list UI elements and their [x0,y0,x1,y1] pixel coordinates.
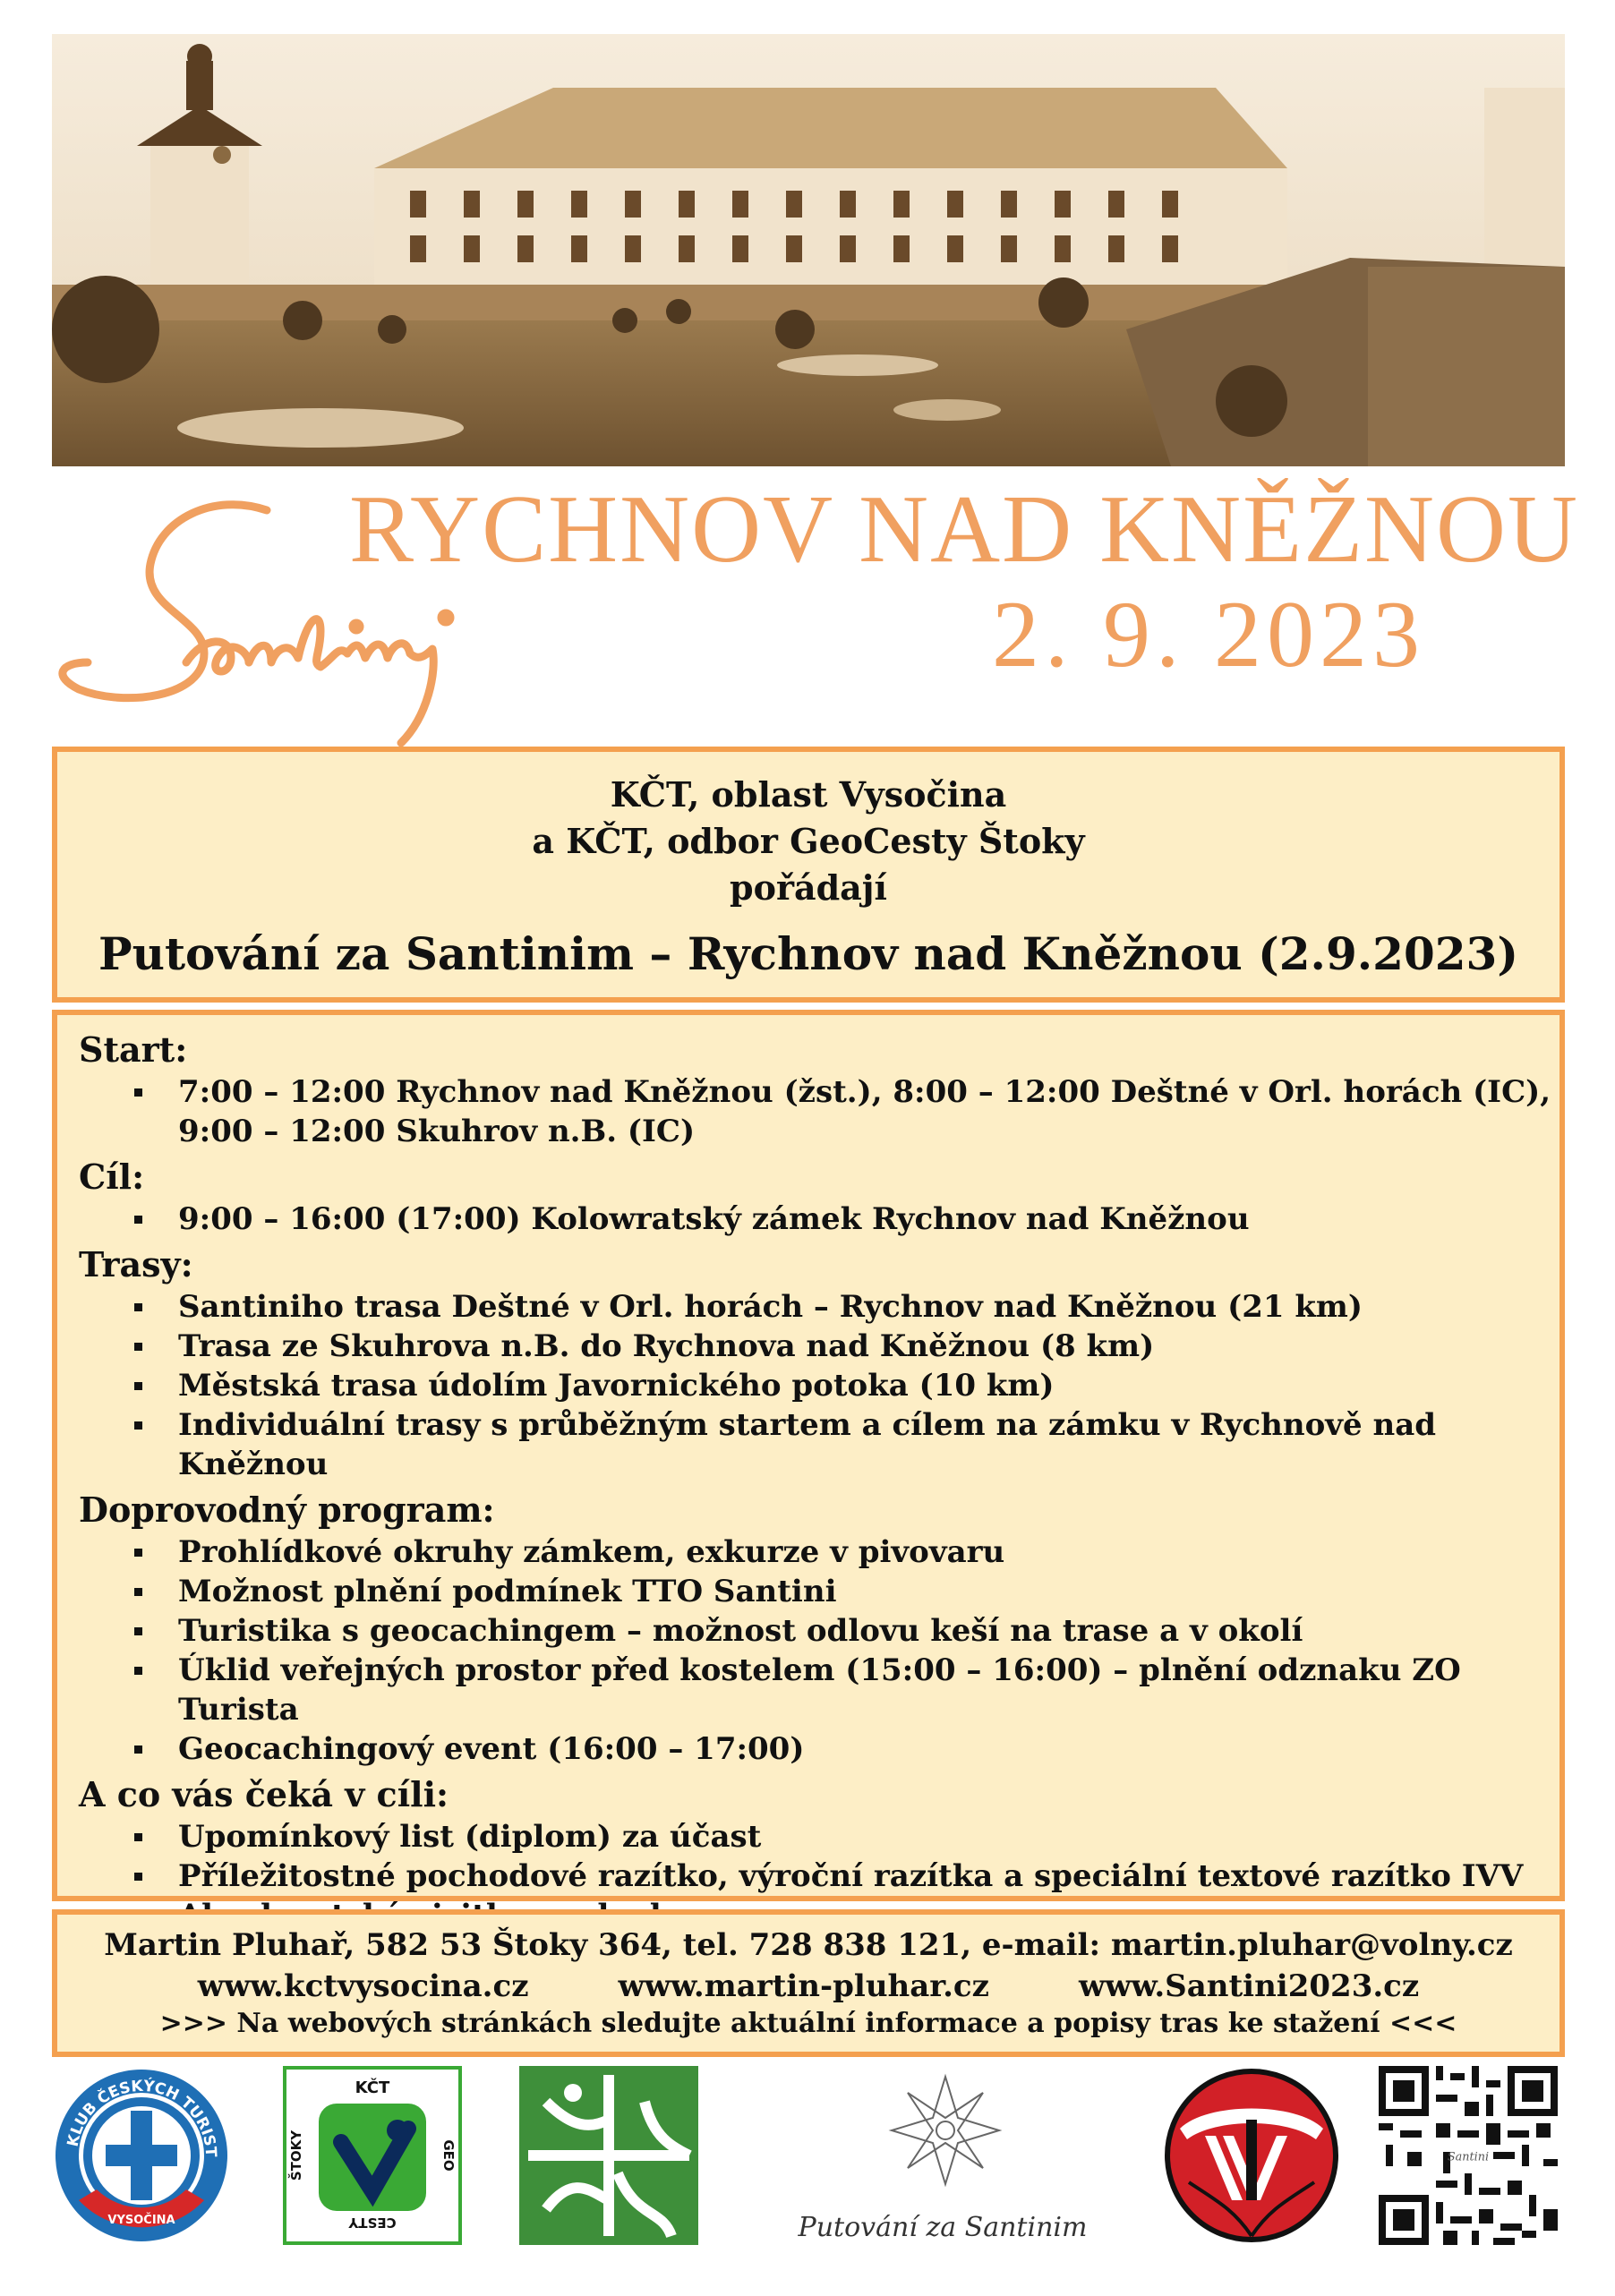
list-item: Příležitostné pochodové razítko, výroční razítka a speciální textové razítko IVV [57,1856,1559,1896]
event-date: 2. 9. 2023 [992,582,1425,687]
list-item: 7:00 – 12:00 Rychnov nad Kněžnou (žst.), 8:00 – 12:00 Deštné v Orl. horách (IC), [57,1072,1559,1112]
logos-row [52,2066,1565,2263]
list-item: Turistika s geocachingem – možnost odlovu keší na trase a v okolí [57,1611,1559,1651]
organizer-line-2: a KČT, odbor GeoCesty Štoky [532,821,1085,861]
organizers-box [52,747,1565,1003]
header-photo-castle [52,34,1565,466]
list-item: Geocachingový event (16:00 – 17:00) [57,1729,1559,1769]
list-item: Úklid veřejných prostor před kostelem (15:00 – 16:00) – plnění odznaku ZO Turista [57,1651,1559,1729]
list-item: Městská trasa údolím Javornického potoka (10 km) [57,1366,1559,1405]
contact-line: Martin Pluhař, 582 53 Štoky 364, tel. 728 838 121, e-mail: martin.pluhar@volny.cz [104,1927,1513,1963]
putovani-text: Putování za Santinim [798,2212,1088,2243]
putovani-za-santinim-logo [750,2066,1135,2266]
geo-top-text: KČT [355,2078,390,2097]
website-link-santini[interactable]: www.Santini2023.cz [1078,1968,1420,2004]
geocaching-logo [519,2066,698,2249]
section-start [57,1028,1559,1155]
section-heading: Doprovodný program: [79,1489,495,1530]
list-item: Trasa ze Skuhrova n.B. do Rychnova nad Kněžnou (8 km) [57,1327,1559,1366]
town-title: RYCHNOV NAD KNĚŽNOU [349,476,1580,583]
event-title: Putování za Santinim – Rychnov nad Kněžnou (2.9.2023) [98,927,1518,980]
qr-code[interactable] [1379,2066,1558,2249]
geocesty-stoky-logo [283,2066,462,2249]
ivv-logo [1162,2066,1341,2249]
kct-bottom-text: VYSOČINA [107,2214,175,2227]
website-link-pluhar[interactable]: www.martin-pluhar.cz [618,1968,989,2004]
section-heading: Start: [79,1029,188,1070]
list-item: Prohlídkové okruhy zámkem, exkurze v pivovaru [57,1532,1559,1572]
geo-right-text: GEO [440,2139,457,2172]
list-item: 9:00 – 16:00 (17:00) Kolowratský zámek Rychnov nad Kněžnou [57,1199,1559,1239]
qr-center-signature: Santini [1447,2150,1490,2164]
section-finish [57,1155,1559,1242]
website-link-kct[interactable]: www.kctvysocina.cz [197,1968,529,2004]
website-note: >>> Na webových stránkách sledujte aktuální informace a popisy tras ke stažení <<< [159,2008,1457,2039]
section-heading: A co vás čeká v cíli: [79,1774,449,1814]
section-routes [57,1242,1559,1488]
geo-left-text: ŠTOKY [288,2130,304,2181]
list-item: Možnost plnění podmínek TTO Santini [57,1572,1559,1611]
program-box [52,1010,1565,1901]
list-item: Santiniho trasa Deštné v Orl. horách – Rychnov nad Kněžnou (21 km) [57,1287,1559,1327]
list-item-continuation: 9:00 – 12:00 Skuhrov n.B. (IC) [178,1114,696,1149]
section-heading: Cíl: [79,1157,145,1197]
section-heading: Trasy: [79,1244,193,1285]
kct-vysocina-logo [52,2066,231,2249]
organizer-line-1: KČT, oblast Vysočina [610,774,1007,815]
list-item: Individuální trasy s průběžným startem a cílem na zámku v Rychnově nad Kněžnou [57,1405,1559,1484]
contact-box [52,1909,1565,2057]
section-accompanying-program [57,1488,1559,1772]
kct-ring-text: KLUB ČESKÝCH TURIST [64,2077,220,2158]
organizer-line-3: pořádají [730,867,887,908]
geo-bottom-text: CESTY [348,2215,397,2231]
list-item: Upomínkový list (diplom) za účast [57,1817,1559,1856]
